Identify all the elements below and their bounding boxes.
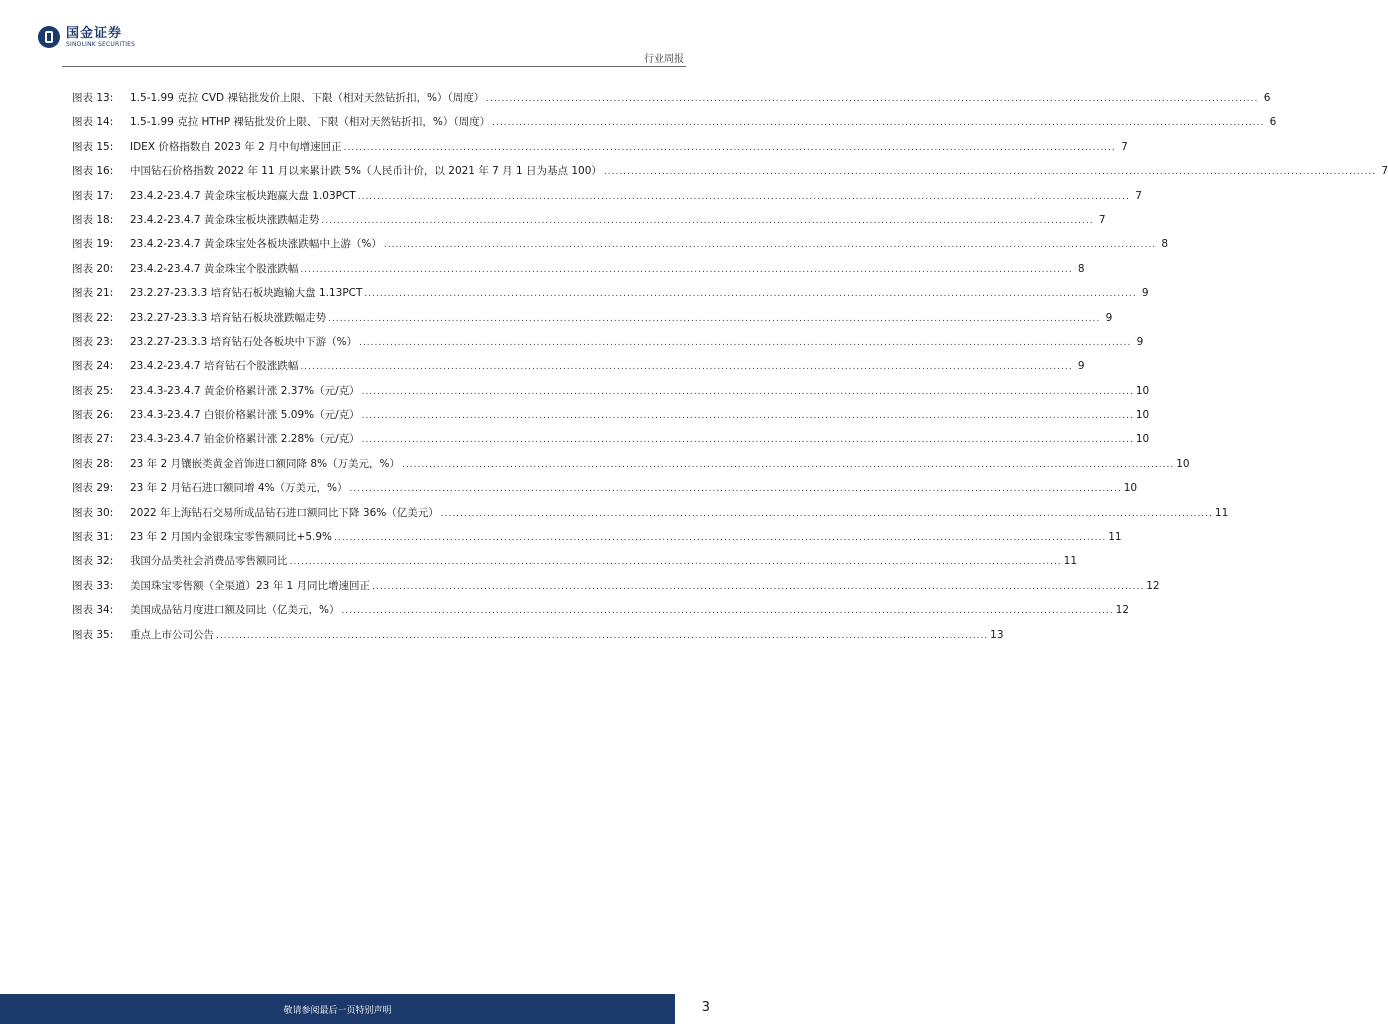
footer-bar (0, 994, 675, 1024)
toc-entry-page: 6 (1269, 116, 1277, 129)
toc-entry-title[interactable]: 23.4.2-23.4.7 黄金珠宝处各板块涨跌幅中上游（%） (130, 238, 382, 251)
toc-entry-title[interactable]: 23.4.2-23.4.7 黄金珠宝个股涨跌幅 (130, 262, 299, 275)
toc-entry-label: 图表 16: (72, 165, 114, 178)
logo-text (66, 27, 135, 48)
toc-entry-label: 图表 20: (72, 262, 114, 275)
toc-entry-page: 10 (1176, 457, 1190, 470)
logo-chinese-name: 国金证券 (66, 25, 123, 41)
toc-leader-dots: ........................................................................................................................................................................................................ (289, 557, 1062, 568)
toc-entry-label: 图表 14: (72, 116, 114, 129)
toc-entry-page: 8 (1077, 262, 1085, 275)
toc-entry-label: 图表 13: (72, 92, 114, 104)
toc-entry-label: 图表 32: (72, 555, 114, 568)
toc-entry-label: 图表 17: (72, 189, 114, 202)
toc-entry-title[interactable]: 重点上市公司公告 (130, 628, 214, 641)
toc-leader-dots: ........................................................................................................................................................................................................ (300, 264, 1073, 275)
toc-leader-dots: ........................................................................................................................................................................................................ (440, 508, 1213, 519)
figure-list (72, 90, 1388, 651)
toc-entry-title[interactable]: IDEX 价格指数自 2023 年 2 月中旬增速回正 (130, 140, 342, 153)
toc-entry[interactable] (72, 261, 1085, 285)
toc-entry-label: 图表 15: (72, 140, 114, 153)
toc-entry-label: 图表 24: (72, 360, 114, 373)
toc-leader-dots: ........................................................................................................................................................................................................ (361, 411, 1134, 422)
toc-entry-title[interactable]: 美国珠宝零售额（全渠道）23 年 1 月同比增速回正 (130, 579, 371, 592)
toc-entry-page: 9 (1136, 335, 1144, 348)
toc-entry[interactable] (72, 212, 1106, 236)
toc-leader-dots: ........................................................................................................................................................................................................ (402, 459, 1175, 470)
page-number: 3 (701, 1000, 710, 1015)
header-divider (62, 66, 686, 67)
toc-entry-label: 图表 35: (72, 628, 114, 641)
logo-english-name: SINOLINK SECURITIES (66, 40, 136, 48)
toc-entry-page: 10 (1135, 384, 1150, 397)
toc-leader-dots: ........................................................................................................................................................................................................ (357, 191, 1130, 202)
toc-leader-dots: ........................................................................................................................................................................................................ (343, 142, 1116, 153)
toc-leader-dots: ........................................................................................................................................................................................................ (603, 167, 1377, 178)
toc-entry-page: 7 (1135, 189, 1142, 202)
toc-entry-title[interactable]: 中国钻石价格指数 2022 年 11 月以来累计跌 5%（人民币计价，以 2021 年 7 月 1 日为基点 100） (130, 165, 602, 178)
toc-entry-title[interactable]: 23.4.2-23.4.7 黄金珠宝板块跑赢大盘 1.03PCT (130, 189, 356, 202)
toc-entry[interactable] (72, 358, 1085, 382)
toc-entry-label: 图表 31: (72, 531, 114, 544)
toc-entry-page: 12 (1146, 579, 1160, 592)
toc-entry[interactable] (72, 139, 1128, 163)
toc-leader-dots: ........................................................................................................................................................................................................ (300, 362, 1073, 373)
toc-leader-dots: ........................................................................................................................................................................................................ (334, 533, 1107, 544)
toc-entry-page: 11 (1108, 531, 1122, 544)
toc-entry-title[interactable]: 23.2.27-23.3.3 培育钻石板块涨跌幅走势 (130, 311, 327, 324)
logo-icon (38, 26, 60, 48)
company-logo (38, 26, 135, 48)
toc-entry-page: 9 (1077, 360, 1085, 373)
toc-entry-page: 9 (1105, 311, 1113, 324)
toc-entry[interactable] (72, 602, 1130, 626)
toc-entry-page: 12 (1115, 604, 1130, 617)
toc-entry[interactable] (72, 334, 1144, 358)
toc-leader-dots: ........................................................................................................................................................................................................ (321, 215, 1094, 226)
toc-entry[interactable] (72, 431, 1150, 455)
toc-entry-page: 10 (1123, 482, 1138, 495)
toc-leader-dots: ........................................................................................................................................................................................................ (361, 386, 1134, 397)
toc-entry[interactable] (72, 310, 1113, 334)
toc-entry-label: 图表 18: (72, 213, 114, 226)
toc-entry[interactable] (72, 383, 1150, 407)
toc-leader-dots: ........................................................................................................................................................................................................ (383, 240, 1157, 251)
toc-entry-page: 7 (1381, 165, 1388, 178)
toc-entry-page: 13 (990, 628, 1004, 641)
toc-entry-title[interactable]: 1.5-1.99 克拉 HTHP 裸钻批发价上限、下限（相对天然钻折扣，%）（周度） (130, 116, 491, 129)
toc-leader-dots: ........................................................................................................................................................................................................ (361, 435, 1134, 446)
page-footer (0, 994, 724, 1024)
toc-leader-dots: ........................................................................................................................................................................................................ (341, 606, 1114, 617)
toc-entry-title[interactable]: 23.4.3-23.4.7 铂金价格累计涨 2.28%（元/克） (130, 433, 360, 446)
toc-leader-dots: ........................................................................................................................................................................................................ (216, 630, 989, 641)
toc-entry-label: 图表 27: (72, 433, 114, 446)
toc-entry-label: 图表 21: (72, 287, 114, 300)
footer-disclaimer: 敬请参阅最后一页特别声明 (283, 1006, 392, 1016)
page-header (0, 0, 724, 70)
toc-entry-title[interactable]: 美国成品钻月度进口额及同比（亿美元，%） (130, 604, 340, 617)
toc-entry-page: 11 (1214, 506, 1229, 519)
toc-entry-title[interactable]: 23 年 2 月镶嵌类黄金首饰进口额同降 8%（万美元，%） (130, 457, 401, 470)
toc-entry[interactable] (72, 188, 1142, 212)
toc-entry-label: 图表 25: (72, 384, 114, 397)
toc-entry-page: 10 (1135, 433, 1150, 446)
toc-entry-title[interactable]: 23.2.27-23.3.3 培育钻石板块跑输大盘 1.13PCT (130, 287, 363, 300)
toc-leader-dots: ........................................................................................................................................................................................................ (492, 118, 1265, 129)
toc-entry-page: 9 (1141, 287, 1149, 300)
toc-entry-label: 图表 23: (72, 335, 114, 348)
toc-entry[interactable] (72, 529, 1122, 553)
toc-entry-title[interactable]: 23 年 2 月钻石进口额同增 4%（万美元，%） (130, 482, 348, 495)
toc-entry[interactable] (72, 163, 1388, 187)
toc-entry[interactable] (72, 90, 1271, 114)
toc-entry-label: 图表 28: (72, 457, 114, 470)
toc-entry-title[interactable]: 1.5-1.99 克拉 CVD 裸钻批发价上限、下限（相对天然钻折扣，%）（周度） (130, 92, 485, 104)
toc-entry[interactable] (72, 285, 1149, 309)
toc-leader-dots: ........................................................................................................................................................................................................ (349, 484, 1122, 495)
toc-entry-title[interactable]: 23.4.2-23.4.7 黄金珠宝板块涨跌幅走势 (130, 213, 320, 226)
toc-entry-title[interactable]: 2022 年上海钻石交易所成品钻石进口额同比下降 36%（亿美元） (130, 506, 439, 519)
toc-entry-label: 图表 22: (72, 311, 114, 324)
toc-entry-label: 图表 19: (72, 238, 114, 251)
toc-leader-dots: ........................................................................................................................................................................................................ (364, 289, 1137, 300)
toc-entry-title[interactable]: 23.2.27-23.3.3 培育钻石处各板块中下游（%） (130, 335, 358, 348)
report-type: 行业周报 (644, 54, 684, 65)
toc-entry[interactable] (72, 114, 1277, 138)
toc-entry-page: 7 (1121, 140, 1128, 153)
toc-entry-title[interactable]: 23.4.3-23.4.7 白银价格累计涨 5.09%（元/克） (130, 409, 360, 422)
toc-entry-page: 8 (1161, 238, 1169, 251)
toc-leader-dots: ........................................................................................................................................................................................................ (328, 313, 1101, 324)
toc-leader-dots: ........................................................................................................................................................................................................ (486, 94, 1259, 104)
toc-entry-title[interactable]: 我国分品类社会消费品零售额同比 (130, 555, 288, 568)
toc-entry[interactable] (72, 407, 1150, 431)
toc-leader-dots: ........................................................................................................................................................................................................ (372, 581, 1145, 592)
toc-entry-page: 7 (1098, 213, 1106, 226)
toc-entry[interactable] (72, 627, 1004, 651)
toc-entry-title[interactable]: 23.4.3-23.4.7 黄金价格累计涨 2.37%（元/克） (130, 384, 360, 397)
toc-entry-label: 图表 34: (72, 604, 114, 617)
toc-entry-label: 图表 29: (72, 482, 114, 495)
toc-leader-dots: ........................................................................................................................................................................................................ (359, 337, 1132, 348)
toc-entry[interactable] (72, 236, 1169, 260)
toc-entry[interactable] (72, 456, 1190, 480)
toc-entry-label: 图表 30: (72, 506, 114, 519)
toc-entry-label: 图表 33: (72, 579, 114, 592)
toc-entry-title[interactable]: 23.4.2-23.4.7 培育钻石个股涨跌幅 (130, 360, 299, 373)
toc-entry-title[interactable]: 23 年 2 月国内金银珠宝零售额同比+5.9% (130, 531, 333, 544)
toc-entry[interactable] (72, 505, 1229, 529)
toc-entry[interactable] (72, 553, 1078, 577)
toc-entry-page: 11 (1063, 555, 1078, 568)
toc-entry-page: 10 (1135, 409, 1150, 422)
toc-entry-label: 图表 26: (72, 409, 114, 422)
toc-entry[interactable] (72, 480, 1138, 504)
toc-entry[interactable] (72, 578, 1160, 602)
toc-entry-page: 6 (1263, 92, 1271, 104)
